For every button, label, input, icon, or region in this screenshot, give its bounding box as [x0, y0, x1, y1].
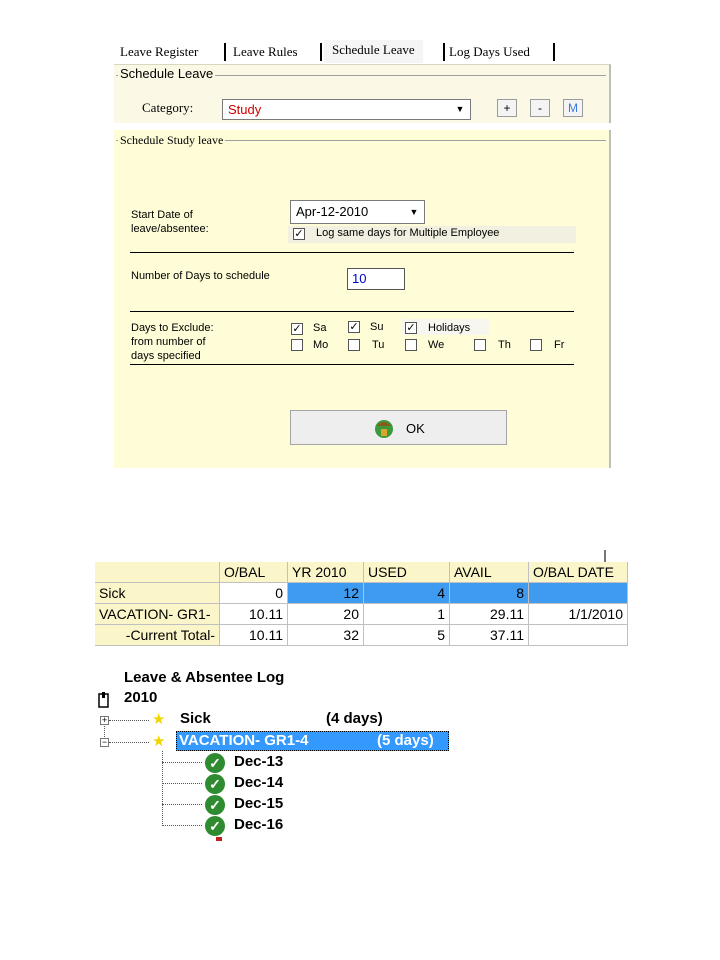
- partial-icon: [216, 837, 222, 841]
- check-circle-icon: ✓: [205, 795, 225, 815]
- table-cell[interactable]: 5: [364, 625, 450, 646]
- tree-connector: [109, 720, 149, 721]
- table-cell[interactable]: 1/1/2010: [529, 604, 628, 625]
- table-cell[interactable]: 1: [364, 604, 450, 625]
- check-circle-icon: ✓: [205, 774, 225, 794]
- tab-leave-rules[interactable]: Leave Rules: [233, 44, 298, 59]
- tab-separator: [224, 43, 226, 61]
- tab-log-days-used[interactable]: Log Days Used: [449, 44, 530, 59]
- check-icon: ✓: [292, 323, 302, 335]
- exclude-wednesday-label: We: [428, 339, 445, 351]
- start-date-picker[interactable]: [290, 200, 425, 224]
- tree-connector: [162, 783, 202, 784]
- table-cell[interactable]: [529, 583, 628, 604]
- tree-connector: [162, 804, 202, 805]
- tree-node-vacation-label: VACATION- GR1-4: [179, 732, 309, 749]
- exclude-friday-label: Fr: [554, 339, 565, 351]
- chevron-down-icon[interactable]: ▼: [455, 104, 465, 114]
- tab-schedule-leave[interactable]: Schedule Leave: [324, 40, 423, 63]
- tree-node-sick-days: (4 days): [326, 710, 383, 727]
- tree-connector: [109, 742, 149, 743]
- check-icon: ✓: [349, 321, 359, 333]
- check-circle-icon: ✓: [205, 753, 225, 773]
- tree-node-date[interactable]: Dec-15: [234, 795, 284, 812]
- leave-log-tree: [90, 665, 510, 841]
- tab-separator: [443, 43, 445, 61]
- divider: [130, 364, 574, 365]
- category-value: Study: [228, 102, 262, 117]
- ok-icon: [373, 417, 395, 439]
- exclude-holidays-checkbox[interactable]: [405, 322, 417, 334]
- table-cell[interactable]: 12: [288, 583, 364, 604]
- star-icon: ★: [152, 733, 166, 750]
- days-to-schedule-input[interactable]: 10: [347, 268, 405, 290]
- table-row-name[interactable]: VACATION- GR1-: [95, 604, 220, 625]
- exclude-thursday-checkbox[interactable]: [474, 339, 486, 351]
- check-circle-icon: ✓: [205, 816, 225, 836]
- expand-icon[interactable]: +: [101, 715, 108, 725]
- start-date-value: Apr-12-2010: [296, 204, 369, 219]
- grid-header-name: [95, 562, 220, 583]
- grid-splitter[interactable]: [604, 550, 606, 562]
- start-date-label-2: leave/absentee:: [131, 223, 209, 235]
- tree-node-sick[interactable]: Sick: [180, 710, 211, 727]
- exclude-wednesday-checkbox[interactable]: [405, 339, 417, 351]
- group-title: Schedule Study leave: [120, 133, 224, 147]
- ok-button[interactable]: [290, 410, 507, 445]
- exclude-monday-label: Mo: [313, 339, 329, 351]
- tree-node-date[interactable]: Dec-13: [234, 753, 284, 770]
- table-cell[interactable]: 4: [364, 583, 450, 604]
- collapse-icon[interactable]: −: [101, 737, 108, 747]
- tree-title: Leave & Absentee Log: [124, 669, 285, 686]
- remove-category-button[interactable]: -: [530, 99, 550, 117]
- days-to-schedule-label: Number of Days to schedule: [131, 270, 270, 282]
- exclude-label-3: days specified: [131, 350, 201, 362]
- tree-node-vacation-days: (5 days): [377, 732, 434, 749]
- exclude-friday-checkbox[interactable]: [530, 339, 542, 351]
- tree-node-date[interactable]: Dec-14: [234, 774, 284, 791]
- grid-header-obal-date[interactable]: O/BAL DATE: [529, 562, 628, 583]
- check-icon: ✓: [294, 228, 304, 240]
- table-cell[interactable]: 29.11: [450, 604, 529, 625]
- divider: [130, 311, 574, 312]
- chevron-down-icon[interactable]: ▼: [409, 207, 419, 217]
- modify-category-button[interactable]: M: [563, 99, 583, 117]
- multi-employee-label: Log same days for Multiple Employee: [316, 227, 500, 239]
- tree-node-year[interactable]: 2010: [124, 689, 158, 706]
- schedule-leave-dialog: [114, 40, 609, 468]
- grid-header-obal[interactable]: O/BAL: [220, 562, 288, 583]
- exclude-monday-checkbox[interactable]: [291, 339, 303, 351]
- table-cell[interactable]: 10.11: [220, 625, 288, 646]
- category-label: Category:: [142, 100, 194, 115]
- exclude-tuesday-checkbox[interactable]: [348, 339, 360, 351]
- category-select[interactable]: [222, 99, 471, 120]
- exclude-label: Days to Exclude:: [131, 322, 214, 334]
- exclude-thursday-label: Th: [498, 339, 511, 351]
- start-date-label: Start Date of: [131, 209, 193, 221]
- grid-header-yr[interactable]: YR 2010: [288, 562, 364, 583]
- group-title: Schedule Leave: [120, 66, 214, 81]
- calendar-icon: [97, 691, 111, 709]
- exclude-sunday-checkbox[interactable]: [348, 321, 360, 333]
- grid-header-used[interactable]: USED: [364, 562, 450, 583]
- tab-separator: [320, 43, 322, 61]
- exclude-saturday-checkbox[interactable]: [291, 323, 303, 335]
- tab-bar: [114, 40, 609, 65]
- table-cell[interactable]: 8: [450, 583, 529, 604]
- table-cell[interactable]: 10.11: [220, 604, 288, 625]
- exclude-tuesday-label: Tu: [372, 339, 385, 351]
- table-cell[interactable]: 0: [220, 583, 288, 604]
- table-cell[interactable]: 20: [288, 604, 364, 625]
- exclude-sunday-label: Su: [370, 321, 384, 333]
- add-category-button[interactable]: +: [497, 99, 517, 117]
- tree-node-date[interactable]: Dec-16: [234, 816, 284, 833]
- exclude-saturday-label: Sa: [313, 322, 327, 334]
- exclude-holidays-label: Holidays: [428, 322, 471, 334]
- leave-balance-grid: [95, 550, 628, 652]
- exclude-label-2: from number of: [131, 336, 206, 348]
- multi-employee-checkbox[interactable]: [293, 228, 305, 240]
- tab-separator: [553, 43, 555, 61]
- grid-header-avail[interactable]: AVAIL: [450, 562, 529, 583]
- table-row-name[interactable]: Sick: [95, 583, 220, 604]
- tree-connector: [162, 762, 202, 763]
- schedule-study-group: [114, 130, 611, 468]
- divider: [130, 252, 574, 253]
- ok-label: OK: [406, 421, 425, 436]
- check-icon: ✓: [406, 322, 416, 334]
- table-cell[interactable]: 32: [288, 625, 364, 646]
- tree-connector: [162, 825, 202, 826]
- star-icon: ★: [152, 711, 166, 728]
- tree-node-vacation[interactable]: [176, 731, 449, 751]
- tab-leave-register[interactable]: Leave Register: [120, 44, 199, 59]
- table-cell[interactable]: 37.11: [450, 625, 529, 646]
- table-row-name[interactable]: -Current Total-: [95, 625, 220, 646]
- table-cell[interactable]: [529, 625, 628, 646]
